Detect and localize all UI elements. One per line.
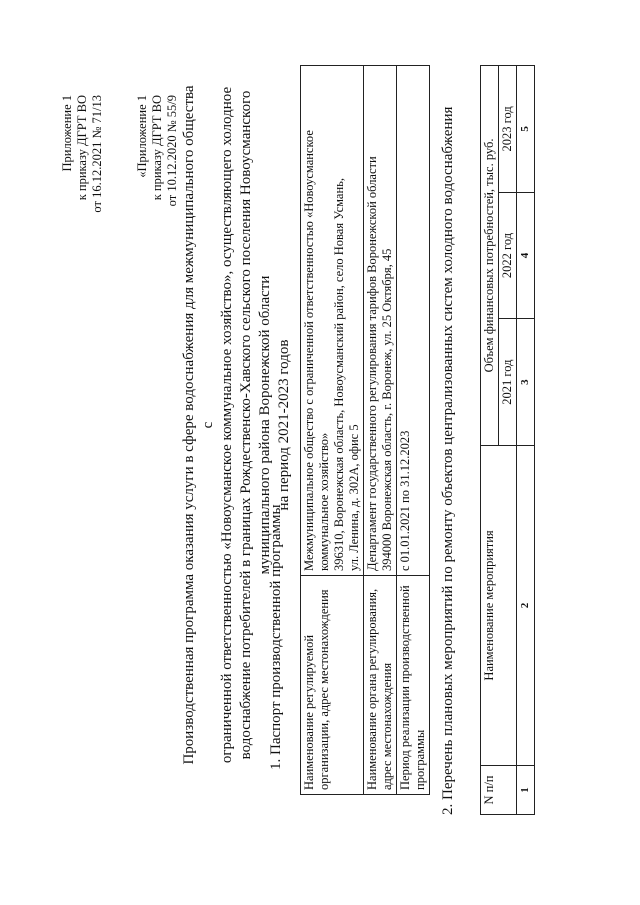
- cell-line: Департамент государственного регулирования тарифов Воронежской области: [365, 156, 379, 571]
- title-line: Производственная программа оказания услуги в сфере водоснабжения для межмуниципального общества с: [181, 85, 216, 765]
- table-header-row: [481, 66, 499, 815]
- title-line: ограниченной ответственностью «Новоусманское коммунальное хозяйство», осуществляющего холодное: [219, 86, 235, 764]
- appendix-line: от 16.12.2021 № 71/13: [90, 95, 104, 213]
- cell-line: организации, адрес местонахождения: [317, 589, 331, 790]
- column-header-event-name: Наименование мероприятия: [481, 445, 517, 765]
- appendix-line: к приказу ДГРТ ВО: [75, 95, 89, 201]
- appendix-previous-note: [135, 95, 180, 295]
- column-header-finance: Объем финансовых потребностей, тыс. руб.: [481, 66, 499, 446]
- passport-key-cell: [397, 576, 430, 795]
- table-row: [397, 66, 430, 795]
- cell-line: Межмуниципальное общество с ограниченной ответственностью «Новоусманское: [302, 130, 316, 571]
- cell-line: 394000 Воронежская область, г. Воронеж, ул. 25 Октября, 45: [380, 248, 394, 571]
- index-cell: 1: [517, 766, 535, 815]
- cell-line: 396310, Воронежская область, Новоусманский район, село Новая Усмань,: [332, 178, 346, 571]
- cell-line: Наименование органа регулирования,: [365, 588, 379, 790]
- cell-line: Наименование регулируемой: [302, 634, 316, 790]
- appendix-line: Приложение 1: [60, 95, 74, 172]
- cell-line: с 01.01.2021 по 31.12.2023: [398, 430, 412, 571]
- events-table: [480, 65, 535, 815]
- title-line: на период 2021-2023 годов: [276, 339, 292, 511]
- passport-value-cell: [301, 66, 364, 576]
- passport-value-cell: [364, 66, 397, 576]
- index-cell: 5: [517, 66, 535, 193]
- appendix-current-note: [60, 95, 105, 295]
- cell-line: Период реализации производственной: [398, 585, 412, 790]
- passport-table: [300, 65, 430, 795]
- table-index-row: [517, 66, 535, 815]
- title-line: водоснабжение потребителей в границах Рождественско-Хавского сельского поселения Новоусманского: [238, 90, 254, 760]
- column-header-year: 2022 год: [499, 192, 517, 319]
- cell-line: адрес местонахождения: [380, 662, 394, 790]
- passport-key-cell: [301, 576, 364, 795]
- cell-line: программы: [413, 729, 427, 790]
- appendix-line: «Приложение 1: [135, 95, 149, 178]
- table-row: [301, 66, 364, 795]
- column-header-year: 2023 год: [499, 66, 517, 193]
- passport-value-cell: [397, 66, 430, 576]
- appendix-line: от 10.12.2020 № 55/9: [165, 95, 179, 207]
- title-line: муниципального района Воронежской области: [257, 275, 273, 575]
- table-row: [364, 66, 397, 795]
- section-1-heading: 1. Паспорт производственной программы: [268, 504, 284, 770]
- section-2-heading: 2. Перечень плановых мероприятий по ремонту объектов централизованных систем холодного водоснабжения: [440, 106, 456, 815]
- index-cell: 3: [517, 319, 535, 446]
- index-cell: 4: [517, 192, 535, 319]
- column-header-year: 2021 год: [499, 319, 517, 446]
- index-cell: 2: [517, 445, 535, 765]
- column-header-number: N п/п: [481, 766, 517, 815]
- appendix-line: к приказу ДГРТ ВО: [150, 95, 164, 201]
- cell-line: ул. Ленина, д. 302А, офис 5: [347, 424, 361, 571]
- passport-key-cell: [364, 576, 397, 795]
- cell-line: коммунальное хозяйство»: [317, 432, 331, 571]
